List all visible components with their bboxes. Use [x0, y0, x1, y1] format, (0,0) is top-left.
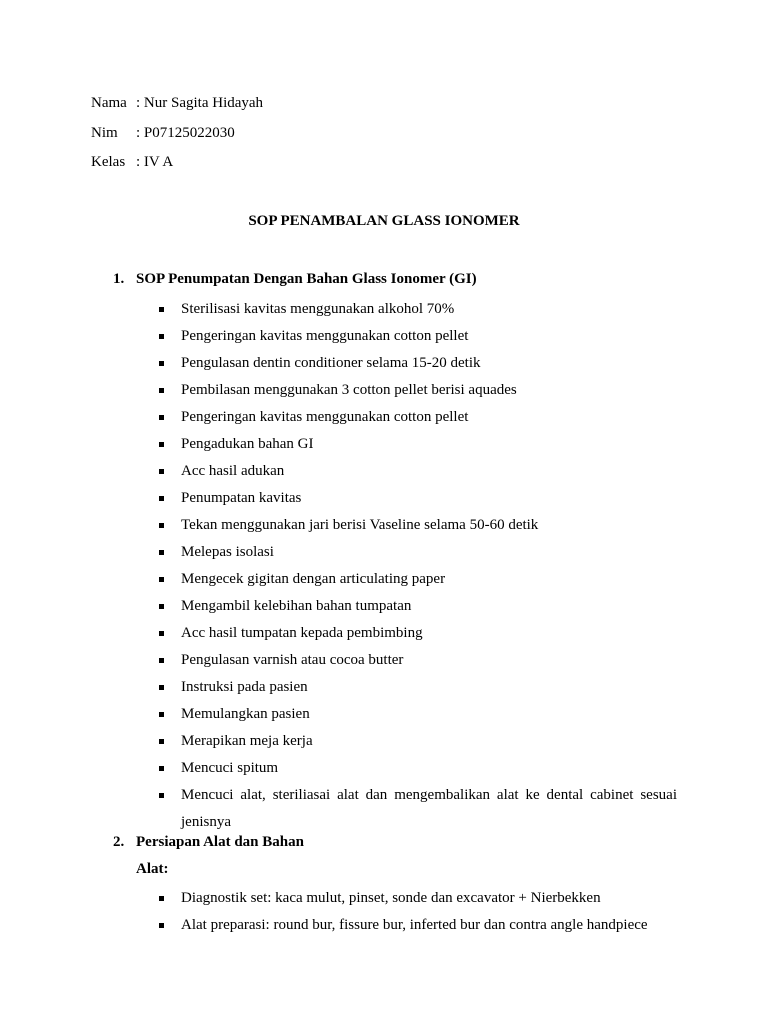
square-bullet-icon [159, 361, 164, 366]
section-1-heading: SOP Penumpatan Dengan Bahan Glass Ionomer (GI) [136, 271, 477, 287]
square-bullet-icon [159, 923, 164, 928]
list-item [0, 539, 677, 566]
square-bullet-icon [159, 550, 164, 555]
list-item-text: Mengambil kelebihan bahan tumpatan [181, 598, 412, 614]
list-item [0, 674, 677, 701]
document-title: SOP PENAMBALAN GLASS IONOMER [248, 213, 520, 229]
list-item-text: Mengecek gigitan dengan articulating paper [181, 571, 446, 587]
square-bullet-icon [159, 442, 164, 447]
square-bullet-icon [159, 523, 164, 528]
square-bullet-icon [159, 604, 164, 609]
section-2-header [0, 832, 768, 859]
list-item [0, 377, 677, 404]
list-item [0, 885, 677, 912]
list-item [0, 647, 677, 674]
square-bullet-icon [159, 685, 164, 690]
list-item-text: Pengadukan bahan GI [181, 436, 314, 452]
list-item-text: Penumpatan kavitas [181, 490, 302, 506]
list-item-text: Instruksi pada pasien [181, 679, 308, 695]
square-bullet-icon [159, 469, 164, 474]
section-2-number: 2. [113, 834, 125, 850]
list-item [0, 350, 677, 377]
list-item-text: Mencuci spitum [181, 760, 279, 776]
list-item [0, 620, 677, 647]
section-1-list [0, 296, 768, 836]
square-bullet-icon [159, 388, 164, 393]
list-item-text: Memulangkan pasien [181, 706, 310, 722]
list-item [0, 512, 677, 539]
list-item-text: Tekan menggunakan jari berisi Vaseline selama 50-60 detik [181, 517, 539, 533]
list-item-text: Pengeringan kavitas menggunakan cotton pellet [181, 409, 469, 425]
square-bullet-icon [159, 658, 164, 663]
list-item-text: Pengeringan kavitas menggunakan cotton pellet [181, 328, 469, 344]
list-item-text: Pengulasan varnish atau cocoa butter [181, 652, 404, 668]
kelas-label: Kelas [91, 154, 126, 170]
square-bullet-icon [159, 793, 164, 798]
list-item-text: Diagnostik set: kaca mulut, pinset, sonde dan excavator + Nierbekken [181, 890, 601, 906]
list-item [0, 296, 677, 323]
square-bullet-icon [159, 496, 164, 501]
list-item-text: Pengulasan dentin conditioner selama 15-20 detik [181, 355, 481, 371]
kelas-value: : IV A [136, 154, 174, 170]
list-item [0, 755, 677, 782]
kelas-row [91, 152, 263, 182]
section-2 [0, 832, 768, 939]
list-item-text: Acc hasil tumpatan kepada pembimbing [181, 625, 423, 641]
square-bullet-icon [159, 712, 164, 717]
nim-value: : P07125022030 [136, 124, 235, 141]
list-item [0, 701, 677, 728]
nim-row [91, 123, 263, 153]
square-bullet-icon [159, 766, 164, 771]
section-2-list [0, 885, 768, 939]
section-1-number: 1. [113, 271, 125, 287]
list-item-text: Merapikan meja kerja [181, 733, 313, 749]
list-item [0, 431, 677, 458]
square-bullet-icon [159, 577, 164, 582]
list-item [0, 485, 677, 512]
list-item [0, 728, 677, 755]
list-item [0, 323, 677, 350]
alat-subheading: Alat: [136, 861, 169, 877]
section-1 [0, 269, 768, 836]
square-bullet-icon [159, 896, 164, 901]
list-item-text: Alat preparasi: round bur, fissure bur, inferted bur dan contra angle handpiece [181, 917, 648, 933]
list-item [0, 593, 677, 620]
list-item-text: Pembilasan menggunakan 3 cotton pellet berisi aquades [181, 382, 517, 398]
square-bullet-icon [159, 415, 164, 420]
nim-label: Nim [91, 124, 118, 141]
list-item [0, 912, 677, 939]
nama-label: Nama [91, 95, 127, 111]
list-item-text: Melepas isolasi [181, 544, 274, 560]
list-item [0, 782, 677, 836]
list-item-text: Mencuci alat, steriliasai alat dan mengembalikan alat ke dental cabinet sesuai jenisnya [181, 787, 677, 830]
section-1-header [0, 269, 768, 296]
section-2-heading: Persiapan Alat dan Bahan [136, 834, 304, 850]
square-bullet-icon [159, 739, 164, 744]
list-item-text: Acc hasil adukan [181, 463, 285, 479]
list-item-text: Sterilisasi kavitas menggunakan alkohol 70% [181, 301, 455, 317]
square-bullet-icon [159, 307, 164, 312]
list-item [0, 458, 677, 485]
square-bullet-icon [159, 334, 164, 339]
student-info [91, 93, 263, 182]
square-bullet-icon [159, 631, 164, 636]
list-item [0, 566, 677, 593]
nama-value: : Nur Sagita Hidayah [136, 95, 264, 111]
nama-row [91, 93, 263, 123]
list-item [0, 404, 677, 431]
